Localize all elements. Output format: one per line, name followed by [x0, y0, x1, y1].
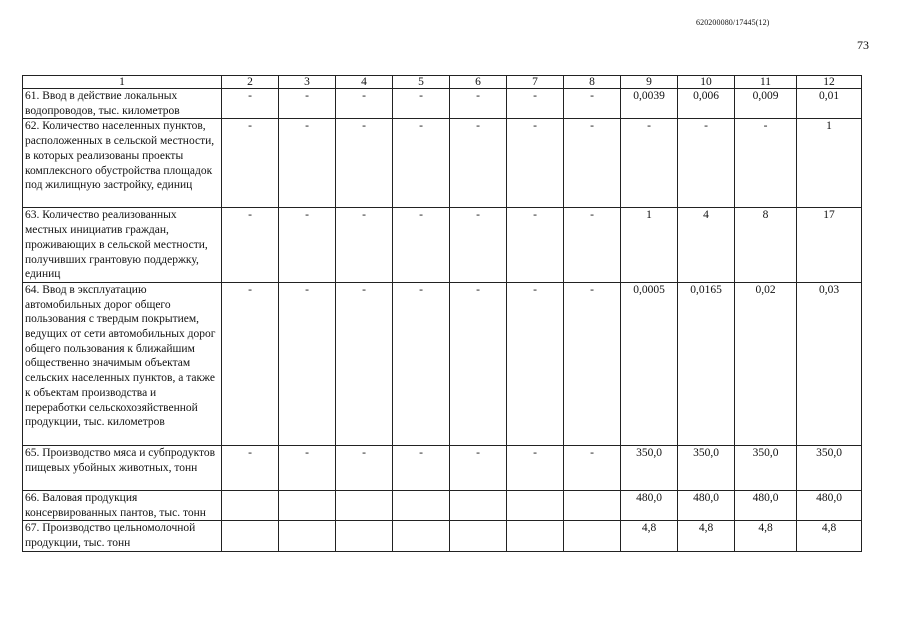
table-cell: - — [222, 208, 279, 283]
table-cell: - — [450, 119, 507, 208]
table-cell: 350,0 — [621, 445, 678, 490]
table-cell: - — [678, 119, 735, 208]
column-header: 4 — [336, 76, 393, 89]
table-cell: 0,0005 — [621, 282, 678, 445]
table-cell: - — [507, 445, 564, 490]
row-label: 67. Производство цельномолочной продукции, тыс. тонн — [23, 521, 222, 551]
table-cell: 350,0 — [678, 445, 735, 490]
table-cell: - — [336, 119, 393, 208]
table-cell: - — [564, 119, 621, 208]
column-header: 6 — [450, 76, 507, 89]
table-cell: - — [279, 119, 336, 208]
table-cell — [393, 490, 450, 520]
table-cell — [336, 490, 393, 520]
table-cell: 0,009 — [735, 89, 797, 119]
table-cell — [450, 490, 507, 520]
table-cell: - — [222, 89, 279, 119]
table-cell: - — [222, 282, 279, 445]
table-cell — [450, 521, 507, 551]
table-cell: 480,0 — [735, 490, 797, 520]
table-cell: - — [621, 119, 678, 208]
table-cell: 0,03 — [797, 282, 862, 445]
table-cell: 0,01 — [797, 89, 862, 119]
table-cell: 350,0 — [735, 445, 797, 490]
table-cell: 1 — [621, 208, 678, 283]
table-cell: - — [393, 208, 450, 283]
column-header: 11 — [735, 76, 797, 89]
table-cell — [564, 490, 621, 520]
table-cell: - — [450, 445, 507, 490]
table-row — [23, 282, 862, 445]
table-row — [23, 89, 862, 119]
table-cell: - — [279, 208, 336, 283]
table-cell: - — [393, 445, 450, 490]
table-cell: 480,0 — [621, 490, 678, 520]
table-cell: 4,8 — [678, 521, 735, 551]
table-cell: 1 — [797, 119, 862, 208]
table-cell: 0,006 — [678, 89, 735, 119]
column-header: 1 — [23, 76, 222, 89]
page-number: 73 — [857, 38, 869, 52]
table-cell: - — [564, 445, 621, 490]
table-cell: - — [279, 445, 336, 490]
table-cell: 4 — [678, 208, 735, 283]
column-header: 7 — [507, 76, 564, 89]
table-row — [23, 521, 862, 551]
table-header-row — [23, 76, 862, 89]
table-cell: - — [336, 282, 393, 445]
table-cell — [279, 490, 336, 520]
table-cell: 480,0 — [797, 490, 862, 520]
table-cell — [336, 521, 393, 551]
table-cell: - — [336, 445, 393, 490]
row-label: 65. Производство мяса и субпродуктов пищевых убойных животных, тонн — [23, 445, 222, 490]
table-cell — [222, 521, 279, 551]
table-cell: - — [336, 89, 393, 119]
column-header: 10 — [678, 76, 735, 89]
table-cell: - — [450, 282, 507, 445]
row-label: 62. Количество населенных пунктов, расположенных в сельской местности, в которых реализованы проекты комплексного обустройства площадок под жилищную застройку, единиц — [23, 119, 222, 208]
table-cell: - — [222, 445, 279, 490]
table-row — [23, 445, 862, 490]
row-label: 63. Количество реализованных местных инициатив граждан, проживающих в сельской местности, получивших грантовую поддержку, единиц — [23, 208, 222, 283]
table-cell: 480,0 — [678, 490, 735, 520]
column-header: 3 — [279, 76, 336, 89]
table-cell: - — [393, 282, 450, 445]
table-cell: - — [450, 89, 507, 119]
table-row — [23, 490, 862, 520]
table-cell: - — [564, 89, 621, 119]
column-header: 9 — [621, 76, 678, 89]
table-cell: - — [336, 208, 393, 283]
table-cell: - — [507, 89, 564, 119]
table-cell: 350,0 — [797, 445, 862, 490]
table-cell: 17 — [797, 208, 862, 283]
row-label: 66. Валовая продукция консервированных пантов, тыс. тонн — [23, 490, 222, 520]
table-cell: - — [450, 208, 507, 283]
column-header: 12 — [797, 76, 862, 89]
table-cell: - — [507, 282, 564, 445]
table-cell — [279, 521, 336, 551]
table-cell: - — [564, 208, 621, 283]
row-label: 64. Ввод в эксплуатацию автомобильных дорог общего пользования с твердым покрытием, ведущих от сети автомобильных дорог общего пользования к ближайшим общественно значимым объектам сельских населенных пунктов, а также к объектам производства и переработки сельскохозяйственной продукции, тыс. километров — [23, 282, 222, 445]
table-cell: 0,02 — [735, 282, 797, 445]
table-row — [23, 208, 862, 283]
document-code: 620200080/17445(12) — [696, 18, 770, 27]
table-cell: - — [279, 89, 336, 119]
table-cell — [393, 521, 450, 551]
data-table — [22, 75, 862, 552]
row-label: 61. Ввод в действие локальных водопроводов, тыс. километров — [23, 89, 222, 119]
table-cell: - — [393, 119, 450, 208]
table-cell: 4,8 — [735, 521, 797, 551]
column-header: 5 — [393, 76, 450, 89]
table-cell — [507, 521, 564, 551]
table-cell: 4,8 — [797, 521, 862, 551]
table-cell: 4,8 — [621, 521, 678, 551]
table-cell: - — [222, 119, 279, 208]
table-cell — [222, 490, 279, 520]
column-header: 8 — [564, 76, 621, 89]
table-cell: - — [507, 119, 564, 208]
column-header: 2 — [222, 76, 279, 89]
table-cell: - — [279, 282, 336, 445]
table-cell: - — [735, 119, 797, 208]
table-row — [23, 119, 862, 208]
table-cell — [507, 490, 564, 520]
table-cell: 0,0039 — [621, 89, 678, 119]
table-cell: 8 — [735, 208, 797, 283]
table-cell: 0,0165 — [678, 282, 735, 445]
table-cell: - — [393, 89, 450, 119]
table-cell — [564, 521, 621, 551]
table-cell: - — [564, 282, 621, 445]
table-cell: - — [507, 208, 564, 283]
